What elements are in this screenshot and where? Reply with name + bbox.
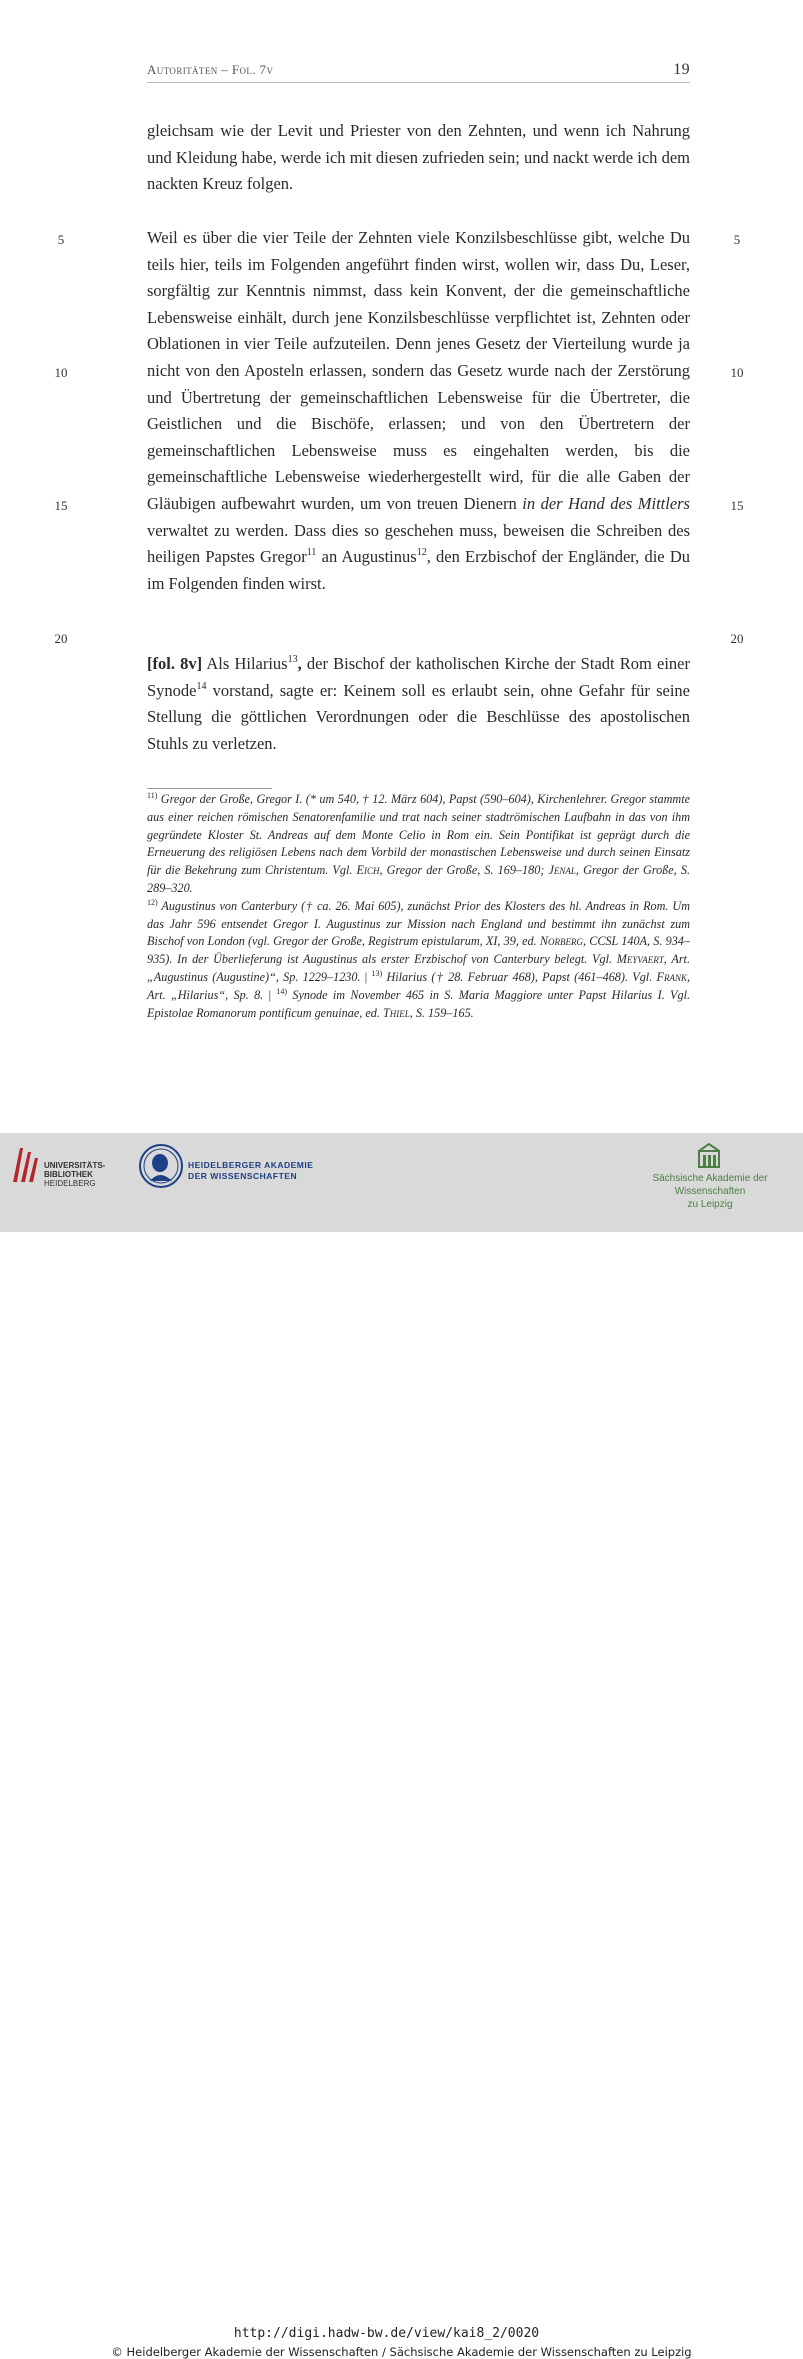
footnote-11-text: , Gregor der Große, S. 169–180; (379, 863, 549, 878)
hadw-logo[interactable] (138, 1143, 338, 1193)
paragraph-3-text: der Bischof der katholischen Kirche der Stadt Rom einer Synode (147, 654, 690, 700)
hadw-seal-icon (138, 1143, 184, 1189)
ub-heidelberg-name (44, 1161, 105, 1188)
paragraph-2-text: , den Erzbischof der Engländer, die Du im Folgenden finden wirst. (147, 547, 690, 593)
hadw-name (188, 1160, 313, 1182)
footnote-ref-14[interactable]: 14 (196, 680, 207, 692)
folio-marker: [fol. 8v] (147, 654, 203, 673)
ub-line-3: HEIDELBERG (44, 1179, 96, 1188)
line-number-right: 15 (730, 498, 744, 513)
line-number-left: 20 (54, 631, 68, 646)
saw-line-2: zu Leipzig (687, 1199, 733, 1210)
document-page (0, 0, 803, 1133)
paragraph-1-text: gleichsam wie der Levit und Priester von den Zehnten, und wenn ich Nahrung und Kleidung habe, werde ich mit diesen zufrieden sein; und nackt werde ich dem nackten Kreuz folgen. (147, 121, 690, 194)
hadw-line-1: HEIDELBERGER AKADEMIE (188, 1160, 314, 1170)
ub-line-1: UNIVERSITÄTS- (44, 1161, 106, 1170)
paragraph-2-text: verwaltet zu werden. Dass dies so geschehen muss, beweisen die Schreiben des heiligen Papstes Gregor (147, 520, 690, 567)
footnote-separator: | (360, 969, 372, 984)
footnote-12-text: Augustinus von Canterbury († ca. 26. Mai 605), zunächst Prior des Klosters des hl. Andreas in Rom. Um das Jahr 596 entsendet Gregor I. Augustinus zur Mission nach England und bestimmt ihn zunächst zum Bischof von London (vgl. Gregor der Große, Registrum epistularum, XI, 39, ed. (147, 898, 690, 949)
footnote-mark-12: 12) (147, 897, 158, 907)
paragraph-2-italic: in der Hand des Mittlers (522, 493, 690, 513)
line-number-right: 10 (730, 365, 744, 380)
footnote-12-text: , Art. „Augustinus (Augustine)“, Sp. 1229–1230. (147, 952, 690, 984)
footnote-14-text: Synode im November 465 in S. Maria Maggiore unter Papst Hilarius I. Vgl. Epistolae Romanorum pontificum genuinae, ed. (147, 987, 690, 1020)
footnote-12-text: , CCSL 140A, S. 934–935). In der Überlieferung ist Augustinus als erster Erzbischof von Canterbury belegt. Vgl. (147, 934, 690, 967)
ub-heidelberg-logo[interactable] (10, 1144, 110, 1186)
paragraph-1 (147, 118, 690, 198)
paragraph-2 (147, 225, 690, 597)
paragraph-2-text: an Augustinus (316, 547, 417, 567)
page-number: 19 (673, 61, 690, 78)
saw-leipzig-logo[interactable] (620, 1143, 800, 1213)
footnote-ref-12[interactable]: 12 (416, 547, 427, 559)
hadw-line-2: DER WISSENSCHAFTEN (188, 1171, 298, 1181)
saw-name (620, 1172, 800, 1211)
line-number-right: 5 (733, 232, 741, 247)
line-number-left: 5 (57, 232, 65, 247)
footnote-14-text: , S. 159–165. (409, 1005, 474, 1020)
footnote-ref-13[interactable]: 13 (287, 654, 298, 665)
author-name: Thiel (382, 1005, 410, 1020)
author-name: Jenal (548, 863, 576, 878)
author-name: Eich (356, 863, 380, 878)
footnote-mark-13: 13) (371, 968, 383, 978)
viewer-footer (0, 1133, 803, 2359)
footnote-mark-14: 14) (276, 986, 288, 996)
saw-building-icon (698, 1143, 720, 1169)
running-head (147, 62, 690, 83)
line-number-left: 10 (54, 365, 68, 380)
footnote-11-text: , Gregor der Große, S. 289–320. (147, 863, 690, 895)
footnote-separator: | (263, 987, 277, 1002)
line-number-right: 20 (730, 631, 744, 646)
paragraph-3-text: Als Hilarius (202, 654, 288, 673)
copyright-notice: © Heidelberger Akademie der Wissenschaften / Sächsische Akademie der Wissenschaften zu Leipzig (111, 2345, 692, 2359)
paragraph-2-text: Weil es über die vier Teile der Zehnten viele Konzilsbeschlüsse gibt, welche Du teils hier, teils im Folgenden angeführt finden wirst, wollen wir, dass Du, Leser, sorgfältig zur Kenntnis nimmst, dass kein Konvent, der die gemeinschaftliche Lebensweise einhält, durch jene Konzilsbeschlüsse verpflichtet ist, Zehnten oder Oblationen in vier Teile aufzuteilen. Denn jenes Gesetz der Vierteilung wurde ja nicht von den Aposteln erlassen, sondern das Gesetz wurde nach der Zerstörung und Übertretung der gemeinschaftlichen Lebensweise für die Übertreter, die Geistlichen und die Bischöfe, erlassen; und von den Übertretern der gemeinschaftlichen Lebensweise muss es eingehalten werden, bis die gemeinschaftliche Lebensweise wiederhergestellt wird, für die alle Gaben der Gläubigen aufbewahrt wurden, um von treuen Dienern (147, 228, 690, 513)
footnote-11-text: Gregor der Große, Gregor I. (* um 540, † 12. März 604), Papst (590–604), Kirchenlehrer. Gregor stammte aus einer reichen römischen Senatorenfamilie und trat nach seiner stadtrömischen Laufbahn in das von ihm gegründete Kloster St. Andreas auf dem Monte Celio in Rom ein. Sein Pontifikat ist geprägt durch die Erneuerung des religiösen Lebens nach dem Vorbild der monastischen Lebensweise und durch seinen Einsatz für die Bekehrung zum Christentum. Vgl. (147, 792, 691, 878)
saw-line-1: Sächsische Akademie der Wissenschaften (652, 1173, 768, 1197)
page-url[interactable]: http://digi.hadw-bw.de/view/kai8_2/0020 (233, 2326, 540, 2341)
footnote-13-text: , Art. „Hilarius“, Sp. 8. (147, 969, 690, 1002)
footnote-ref-11[interactable]: 11 (306, 547, 317, 559)
author-name: Norberg (539, 934, 583, 949)
footnote-13-text: Hilarius († 28. Februar 468), Papst (461–468). Vgl. (386, 969, 657, 984)
paragraph-3 (147, 651, 690, 757)
author-name: Meyvaert (616, 952, 664, 967)
footnote-divider (147, 788, 272, 789)
ub-heidelberg-icon (10, 1144, 40, 1184)
footnote-mark-11: 11) (147, 791, 158, 800)
paragraph-3-text: vorstand, sagte er: Keinem soll es erlaubt sein, ohne Gefahr für seine Stellung die göttlichen Verordnungen oder die Beschlüsse des apostolischen Stuhls zu verletzen. (147, 680, 690, 753)
running-title: Autoritäten – Fol. 7v (147, 62, 274, 77)
line-number-left: 15 (54, 498, 68, 513)
ub-line-2: BIBLIOTHEK (44, 1170, 93, 1179)
footnotes (147, 791, 690, 1022)
paragraph-3-comma: , (297, 654, 302, 673)
author-name: Frank (656, 969, 687, 984)
